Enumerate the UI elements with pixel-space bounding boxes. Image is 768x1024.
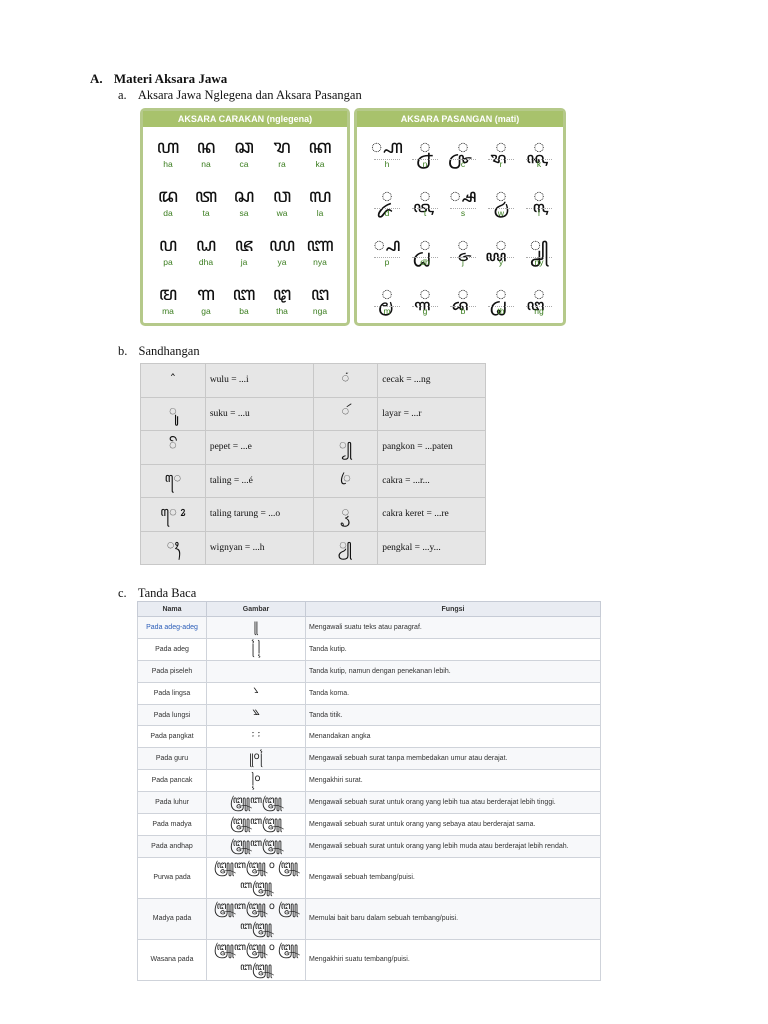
sub-a-marker: a. — [118, 88, 127, 102]
pasangan-glyph-icon: ꧀ꦗ — [457, 234, 469, 256]
tanda-glyph-icon: ꧋꧐꧌ — [207, 748, 306, 770]
sandhangan-label: pengkal = ...y... — [378, 531, 486, 565]
pasangan-latin-label: h — [384, 159, 390, 169]
pasangan-glyph-icon: ꧀ꦔ — [533, 283, 545, 305]
pasangan-panel — [354, 108, 566, 326]
tanda-fungsi: Mengakhiri suatu tembang/puisi. — [306, 939, 601, 980]
carakan-panel — [140, 108, 350, 326]
carakan-glyph-icon: ꦠ — [194, 185, 218, 207]
pasangan-glyph-icon: ꧀ꦮ — [495, 185, 507, 207]
tanda-glyph-icon: ꧉ — [207, 704, 306, 726]
tanda-nama: Wasana pada — [138, 939, 207, 980]
carakan-latin-label: nga — [312, 306, 328, 316]
carakan-glyph-icon: ꦗ — [234, 234, 254, 256]
tanda-nama: Madya pada — [138, 898, 207, 939]
pasangan-glyph-icon: ꧀ꦢ — [381, 185, 393, 207]
tanda-glyph-icon: ꧅ꦧ꧅ ꧆ ꧅ꦧ꧅ — [207, 857, 306, 898]
pasangan-glyph-icon: ꧀ꦕ — [457, 136, 469, 158]
carakan-latin-label: na — [201, 159, 211, 169]
carakan-glyph-icon: ꦭ — [308, 185, 332, 207]
sandhangan-glyph-icon: ꦺ ꦴ — [141, 498, 206, 532]
pasangan-latin-label: g — [422, 306, 428, 316]
tanda-glyph-icon: ꧋ — [207, 617, 306, 639]
tanda-fungsi: Mengawali sebuah tembang/puisi. — [306, 857, 601, 898]
tanda-glyph-icon: ꧌ ꧍ — [207, 638, 306, 660]
tanda-baca-row — [138, 835, 601, 857]
tanda-baca-row — [138, 792, 601, 814]
tanda-baca-row — [138, 939, 601, 980]
tanda-nama: Pada pancak — [138, 770, 207, 792]
pasangan-latin-label: t — [423, 208, 427, 218]
sandhangan-glyph-icon: ꦽ — [313, 498, 378, 532]
sandhangan-label: suku = ...u — [205, 397, 313, 431]
sandhangan-glyph-icon: ꦁ — [313, 364, 378, 398]
sandhangan-row — [141, 431, 486, 465]
pasangan-glyph-icon: ꧀ꦛ — [495, 283, 507, 305]
pasangan-glyph-icon: ꧀ꦪ — [495, 234, 507, 256]
carakan-glyph-icon: ꦏ — [308, 136, 332, 158]
carakan-latin-label: la — [316, 208, 324, 218]
carakan-glyph-icon: ꦲ — [156, 136, 180, 158]
pasangan-glyph-icon: ꧀ꦩ — [381, 283, 393, 305]
carakan-glyph-icon: ꦚ — [306, 234, 334, 256]
tanda-baca-row — [138, 617, 601, 639]
tanda-glyph-icon: ꧇ ꧇ — [207, 726, 306, 748]
pasangan-latin-label: ny — [534, 257, 544, 267]
pasangan-latin-label: th — [497, 306, 505, 316]
carakan-glyph-icon: ꦔ — [310, 283, 330, 305]
tanda-baca-row — [138, 814, 601, 836]
carakan-latin-label: ga — [201, 306, 211, 316]
carakan-glyph-icon: ꦪ — [268, 234, 296, 256]
section-a-marker: A. — [90, 71, 103, 86]
aksara-chart — [140, 108, 566, 326]
pasangan-latin-label: d — [384, 208, 390, 218]
pasangan-latin-label: dh — [420, 257, 430, 267]
carakan-latin-label: pa — [163, 257, 173, 267]
tanda-glyph-icon: ꧅ꦧ꧅ — [207, 814, 306, 836]
carakan-header: AKSARA CARAKAN (nglegena) — [143, 111, 347, 127]
tanda-baca-row — [138, 770, 601, 792]
tanda-glyph-icon: ꧅ꦧ꧅ ꧆ ꧅ꦧ꧅ — [207, 898, 306, 939]
carakan-glyph-icon: ꦱ — [233, 185, 255, 207]
tanda-baca-table — [137, 601, 601, 981]
pasangan-glyph-icon: ꧀ꦏ — [533, 136, 545, 158]
pasangan-header: AKSARA PASANGAN (mati) — [357, 111, 563, 127]
sandhangan-row — [141, 498, 486, 532]
carakan-latin-label: da — [163, 208, 173, 218]
carakan-latin-label: ca — [239, 159, 249, 169]
carakan-glyph-icon: ꦢ — [157, 185, 179, 207]
tanda-baca-row — [138, 660, 601, 682]
tanda-nama: Pada lingsa — [138, 682, 207, 704]
carakan-glyph-icon: ꦮ — [272, 185, 292, 207]
sub-b-heading — [118, 344, 200, 359]
pasangan-latin-label: ng — [534, 306, 544, 316]
carakan-latin-label: ha — [163, 159, 173, 169]
sandhangan-glyph-icon: ꦼ — [141, 431, 206, 465]
pasangan-glyph-icon: ꧀ꦚ — [529, 234, 549, 256]
tanda-baca-row — [138, 638, 601, 660]
pasangan-glyph-icon: ꧀ꦭ — [533, 185, 545, 207]
tanda-baca-row — [138, 682, 601, 704]
carakan-glyph-icon: ꦩ — [158, 283, 178, 305]
sandhangan-label: wulu = ...i — [205, 364, 313, 398]
carakan-latin-label: ta — [202, 208, 210, 218]
carakan-latin-label: nya — [313, 257, 327, 267]
header-fungsi: Fungsi — [306, 602, 601, 617]
sandhangan-label: cakra keret = ...re — [378, 498, 486, 532]
pasangan-glyph-icon: ꧀ꦫ — [495, 136, 507, 158]
tanda-fungsi: Tanda koma. — [306, 682, 601, 704]
sandhangan-row — [141, 531, 486, 565]
section-a-title: Materi Aksara Jawa — [113, 71, 228, 86]
tanda-fungsi: Memulai bait baru dalam sebuah tembang/puisi. — [306, 898, 601, 939]
tanda-nama: Pada lungsi — [138, 704, 207, 726]
pasangan-glyph-icon: ꧀ꦧ — [457, 283, 469, 305]
sandhangan-glyph-icon: ꦿ — [313, 464, 378, 498]
pasangan-latin-label: r — [499, 159, 503, 169]
carakan-latin-label: sa — [239, 208, 249, 218]
pasangan-latin-label: m — [383, 306, 391, 316]
sub-a-heading — [118, 88, 362, 103]
tanda-glyph-icon: ꧅ꦧ꧅ ꧆ ꧅ꦧ꧅ — [207, 939, 306, 980]
sandhangan-glyph-icon: ꦾ — [313, 531, 378, 565]
pada-adeg-adeg-link[interactable]: Pada adeg-adeg — [138, 617, 207, 639]
tanda-fungsi: Tanda kutip. — [306, 638, 601, 660]
pasangan-latin-label: k — [536, 159, 542, 169]
header-nama: Nama — [138, 602, 207, 617]
tanda-glyph-icon: ꧅ꦧ꧅ — [207, 835, 306, 857]
sandhangan-label: taling = ...é — [205, 464, 313, 498]
tanda-nama: Pada guru — [138, 748, 207, 770]
carakan-glyph-icon: ꦥ — [158, 234, 178, 256]
carakan-latin-label: ra — [278, 159, 286, 169]
tanda-nama: Pada luhur — [138, 792, 207, 814]
sandhangan-glyph-icon: ꦃ — [141, 531, 206, 565]
pasangan-latin-label: y — [498, 257, 504, 267]
sandhangan-label: taling tarung = ...o — [205, 498, 313, 532]
tanda-nama: Pada madya — [138, 814, 207, 836]
sandhangan-table — [140, 363, 486, 565]
tanda-nama: Pada piseleh — [138, 660, 207, 682]
sandhangan-glyph-icon: ˆ — [141, 364, 206, 398]
sub-a-title: Aksara Jawa Nglegena dan Aksara Pasangan — [137, 88, 362, 102]
sandhangan-glyph-icon: ꦂ — [313, 397, 378, 431]
tanda-fungsi: Mengawali sebuah surat untuk orang yang lebih tua atau berderajat lebih tinggi. — [306, 792, 601, 814]
sub-b-title: Sandhangan — [138, 344, 200, 358]
tanda-fungsi: Mengawali sebuah surat untuk orang yang lebih muda atau berderajat lebih rendah. — [306, 835, 601, 857]
tanda-baca-row — [138, 898, 601, 939]
carakan-latin-label: ja — [240, 257, 248, 267]
sub-c-marker: c. — [118, 586, 127, 600]
carakan-latin-label: ya — [277, 257, 287, 267]
tanda-fungsi: Mengawali sebuah surat tanpa membedakan umur atau derajat. — [306, 748, 601, 770]
tanda-glyph-icon: ꧅ꦧ꧅ — [207, 792, 306, 814]
pasangan-glyph-icon: ꧀ꦲ — [371, 136, 403, 158]
tanda-baca-row — [138, 857, 601, 898]
carakan-latin-label: ba — [239, 306, 249, 316]
sandhangan-label: pangkon = ...paten — [378, 431, 486, 465]
sandhangan-label: layar = ...r — [378, 397, 486, 431]
pasangan-glyph-icon: ꧀ꦒ — [419, 283, 431, 305]
tanda-baca-row — [138, 704, 601, 726]
pasangan-glyph-icon: ꧀ꦠ — [419, 185, 431, 207]
sandhangan-glyph-icon: ꦺ — [141, 464, 206, 498]
tanda-fungsi: Mengawali suatu teks atau paragraf. — [306, 617, 601, 639]
sandhangan-label: wignyan = ...h — [205, 531, 313, 565]
carakan-latin-label: ka — [315, 159, 325, 169]
pasangan-latin-label: b — [460, 306, 466, 316]
sandhangan-label: pepet = ...e — [205, 431, 313, 465]
pasangan-glyph-icon: ꧀ꦝ — [419, 234, 431, 256]
pasangan-glyph-icon: ꧀ꦥ — [373, 234, 401, 256]
carakan-glyph-icon: ꦒ — [197, 283, 215, 305]
tanda-glyph-icon — [207, 660, 306, 682]
carakan-glyph-icon: ꦫ — [273, 136, 291, 158]
sandhangan-label: cakra = ...r... — [378, 464, 486, 498]
carakan-latin-label: ma — [162, 306, 174, 316]
tanda-fungsi: Menandakan angka — [306, 726, 601, 748]
pasangan-latin-label: n — [422, 159, 428, 169]
sandhangan-row — [141, 464, 486, 498]
tanda-glyph-icon: ꧈ — [207, 682, 306, 704]
pasangan-latin-label: c — [460, 159, 466, 169]
carakan-latin-label: tha — [276, 306, 288, 316]
header-gambar: Gambar — [207, 602, 306, 617]
carakan-glyph-icon: ꦛ — [272, 283, 292, 305]
tanda-nama: Pada adeg — [138, 638, 207, 660]
tanda-baca-row — [138, 748, 601, 770]
pasangan-latin-label: l — [538, 208, 540, 218]
sandhangan-label: cecak = ...ng — [378, 364, 486, 398]
pasangan-latin-label: w — [497, 208, 505, 218]
pasangan-latin-label: s — [460, 208, 466, 218]
sandhangan-glyph-icon: ꧀ — [313, 431, 378, 465]
sandhangan-row — [141, 364, 486, 398]
sub-b-marker: b. — [118, 344, 128, 358]
sandhangan-glyph-icon: ꦸ — [141, 397, 206, 431]
tanda-fungsi: Tanda kutip, namun dengan penekanan lebih. — [306, 660, 601, 682]
tanda-fungsi: Mengawali sebuah surat untuk orang yang sebaya atau berderajat sama. — [306, 814, 601, 836]
tanda-glyph-icon: ꧍꧐ — [207, 770, 306, 792]
carakan-glyph-icon: ꦕ — [234, 136, 254, 158]
carakan-glyph-icon: ꦧ — [232, 283, 256, 305]
tanda-fungsi: Mengakhiri surat. — [306, 770, 601, 792]
tanda-fungsi: Tanda titik. — [306, 704, 601, 726]
tanda-nama: Pada andhap — [138, 835, 207, 857]
tanda-nama: Pada pangkat — [138, 726, 207, 748]
section-a-heading — [90, 71, 227, 87]
carakan-glyph-icon: ꦤ — [196, 136, 216, 158]
carakan-glyph-icon: ꦝ — [195, 234, 217, 256]
sandhangan-row — [141, 397, 486, 431]
pasangan-glyph-icon: ꧀ꦱ — [449, 185, 477, 207]
carakan-latin-label: wa — [276, 208, 288, 218]
tanda-baca-row — [138, 726, 601, 748]
carakan-latin-label: dha — [198, 257, 214, 267]
pasangan-glyph-icon: ꧀ꦤ — [419, 136, 431, 158]
sub-c-title: Tanda Baca — [137, 586, 197, 600]
sub-c-heading — [118, 586, 196, 601]
tanda-nama: Purwa pada — [138, 857, 207, 898]
pasangan-latin-label: p — [384, 257, 390, 267]
pasangan-latin-label: j — [462, 257, 464, 267]
